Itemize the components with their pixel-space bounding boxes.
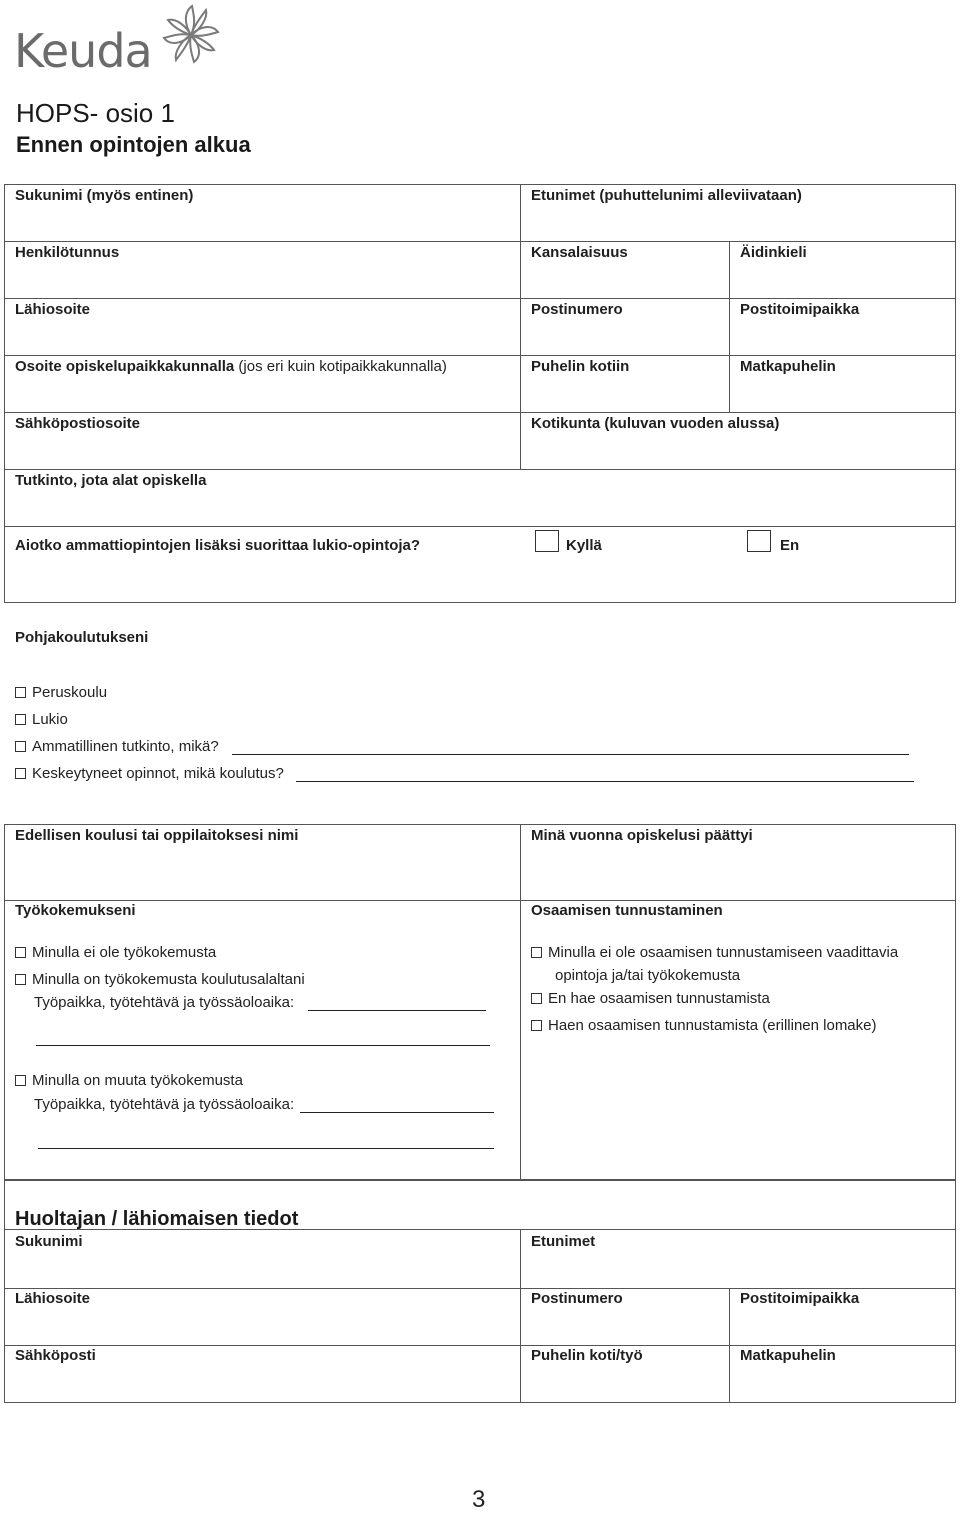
- study-address-label: [15, 358, 447, 375]
- education-option[interactable]: [15, 765, 284, 782]
- answer-line[interactable]: [38, 1148, 494, 1149]
- email-label: Sähköpostiosoite: [15, 415, 141, 432]
- checkbox[interactable]: [531, 947, 542, 958]
- citizenship-label: Kansalaisuus: [531, 244, 628, 261]
- lukio-question: Aiotko ammattiopintojen lisäksi suorittaa lukio-opintoja?: [15, 537, 421, 554]
- yes-label: Kyllä: [566, 537, 602, 554]
- checkbox[interactable]: [531, 993, 542, 1004]
- education-option[interactable]: [15, 738, 219, 755]
- guardian-email-label: Sähköposti: [15, 1347, 96, 1364]
- logo-text: Keuda: [14, 24, 152, 78]
- option-label: Minulla ei ole työkokemusta: [32, 944, 217, 961]
- prev-school-label: Edellisen koulusi tai oppilaitoksesi nimi: [15, 827, 299, 844]
- recognition-option-3[interactable]: [531, 1017, 877, 1034]
- option-label: Minulla on työkokemusta koulutusalaltani: [32, 971, 305, 988]
- education-option[interactable]: [15, 711, 68, 728]
- recognition-option-2[interactable]: [531, 990, 770, 1007]
- page-subtitle: Ennen opintojen alkua: [16, 132, 251, 157]
- option-label: Minulla on muuta työkokemusta: [32, 1072, 243, 1089]
- guardian-heading: Huoltajan / lähiomaisen tiedot: [15, 1208, 299, 1230]
- option-label: Lukio: [32, 711, 68, 728]
- post-office-label: Postitoimipaikka: [740, 301, 860, 318]
- work-option-none[interactable]: [15, 944, 216, 961]
- mother-tongue-label: Äidinkieli: [740, 244, 807, 261]
- checkbox[interactable]: [15, 741, 26, 752]
- work-details-label: Työpaikka, työtehtävä ja työssäoloaika:: [34, 994, 295, 1011]
- answer-line[interactable]: [36, 1045, 490, 1046]
- education-heading: Pohjakoulutukseni: [15, 629, 149, 646]
- page-number: 3: [472, 1486, 486, 1513]
- checkbox[interactable]: [15, 1075, 26, 1086]
- option-label: En hae osaamisen tunnustamista: [548, 990, 770, 1007]
- recognition-heading: Osaamisen tunnustaminen: [531, 902, 723, 919]
- work-details-label: Työpaikka, työtehtävä ja työssäoloaika:: [34, 1096, 295, 1113]
- ssn-label: Henkilötunnus: [15, 244, 120, 261]
- answer-line[interactable]: [296, 781, 914, 782]
- ended-year-label: Minä vuonna opiskelusi päättyi: [531, 827, 753, 844]
- guardian-mobile-label: Matkapuhelin: [740, 1347, 836, 1364]
- answer-line[interactable]: [308, 1010, 486, 1011]
- work-option-other[interactable]: [15, 1072, 243, 1089]
- guardian-address-label: Lähiosoite: [15, 1290, 91, 1307]
- checkbox[interactable]: [15, 714, 26, 725]
- home-phone-label: Puhelin kotiin: [531, 358, 630, 375]
- address-label: Lähiosoite: [15, 301, 91, 318]
- checkbox[interactable]: [531, 1020, 542, 1031]
- municipality-label: Kotikunta (kuluvan vuoden alussa): [531, 415, 780, 432]
- study-address-note: (jos eri kuin kotipaikkakunnalla): [238, 358, 447, 375]
- mobile-label: Matkapuhelin: [740, 358, 836, 375]
- checkbox[interactable]: [15, 947, 26, 958]
- guardian-surname-label: Sukunimi: [15, 1233, 83, 1250]
- yes-checkbox[interactable]: [535, 530, 559, 552]
- answer-line[interactable]: [232, 754, 909, 755]
- checkbox[interactable]: [15, 974, 26, 985]
- option-label: Haen osaamisen tunnustamista (erillinen lomake): [548, 1017, 877, 1034]
- recognition-option-1[interactable]: [531, 944, 898, 961]
- guardian-firstnames-label: Etunimet: [531, 1233, 596, 1250]
- guardian-post-office-label: Postitoimipaikka: [740, 1290, 860, 1307]
- checkbox[interactable]: [15, 687, 26, 698]
- keuda-logo: [14, 2, 214, 78]
- pinwheel-logo-icon: [160, 2, 222, 68]
- checkbox[interactable]: [15, 768, 26, 779]
- no-label: En: [780, 537, 800, 554]
- option-label: Minulla ei ole osaamisen tunnustamiseen vaadittavia: [548, 944, 899, 961]
- work-option-field[interactable]: [15, 971, 305, 988]
- education-option[interactable]: [15, 684, 107, 701]
- no-checkbox[interactable]: [747, 530, 771, 552]
- degree-label: Tutkinto, jota alat opiskella: [15, 472, 207, 489]
- option-label-continued: opintoja ja/tai työkokemusta: [555, 967, 741, 984]
- option-label: Peruskoulu: [32, 684, 108, 701]
- study-address-text: Osoite opiskelupaikkakunnalla: [15, 358, 235, 375]
- guardian-phone-label: Puhelin koti/työ: [531, 1347, 643, 1364]
- firstnames-label: Etunimet (puhuttelunimi alleviivataan): [531, 187, 802, 204]
- guardian-postcode-label: Postinumero: [531, 1290, 623, 1307]
- answer-line[interactable]: [300, 1112, 494, 1113]
- surname-label: Sukunimi (myös entinen): [15, 187, 194, 204]
- page-title: HOPS- osio 1: [16, 98, 175, 128]
- option-label: Ammatillinen tutkinto, mikä?: [32, 738, 219, 755]
- postcode-label: Postinumero: [531, 301, 623, 318]
- option-label: Keskeytyneet opinnot, mikä koulutus?: [32, 765, 284, 782]
- work-heading: Työkokemukseni: [15, 902, 136, 919]
